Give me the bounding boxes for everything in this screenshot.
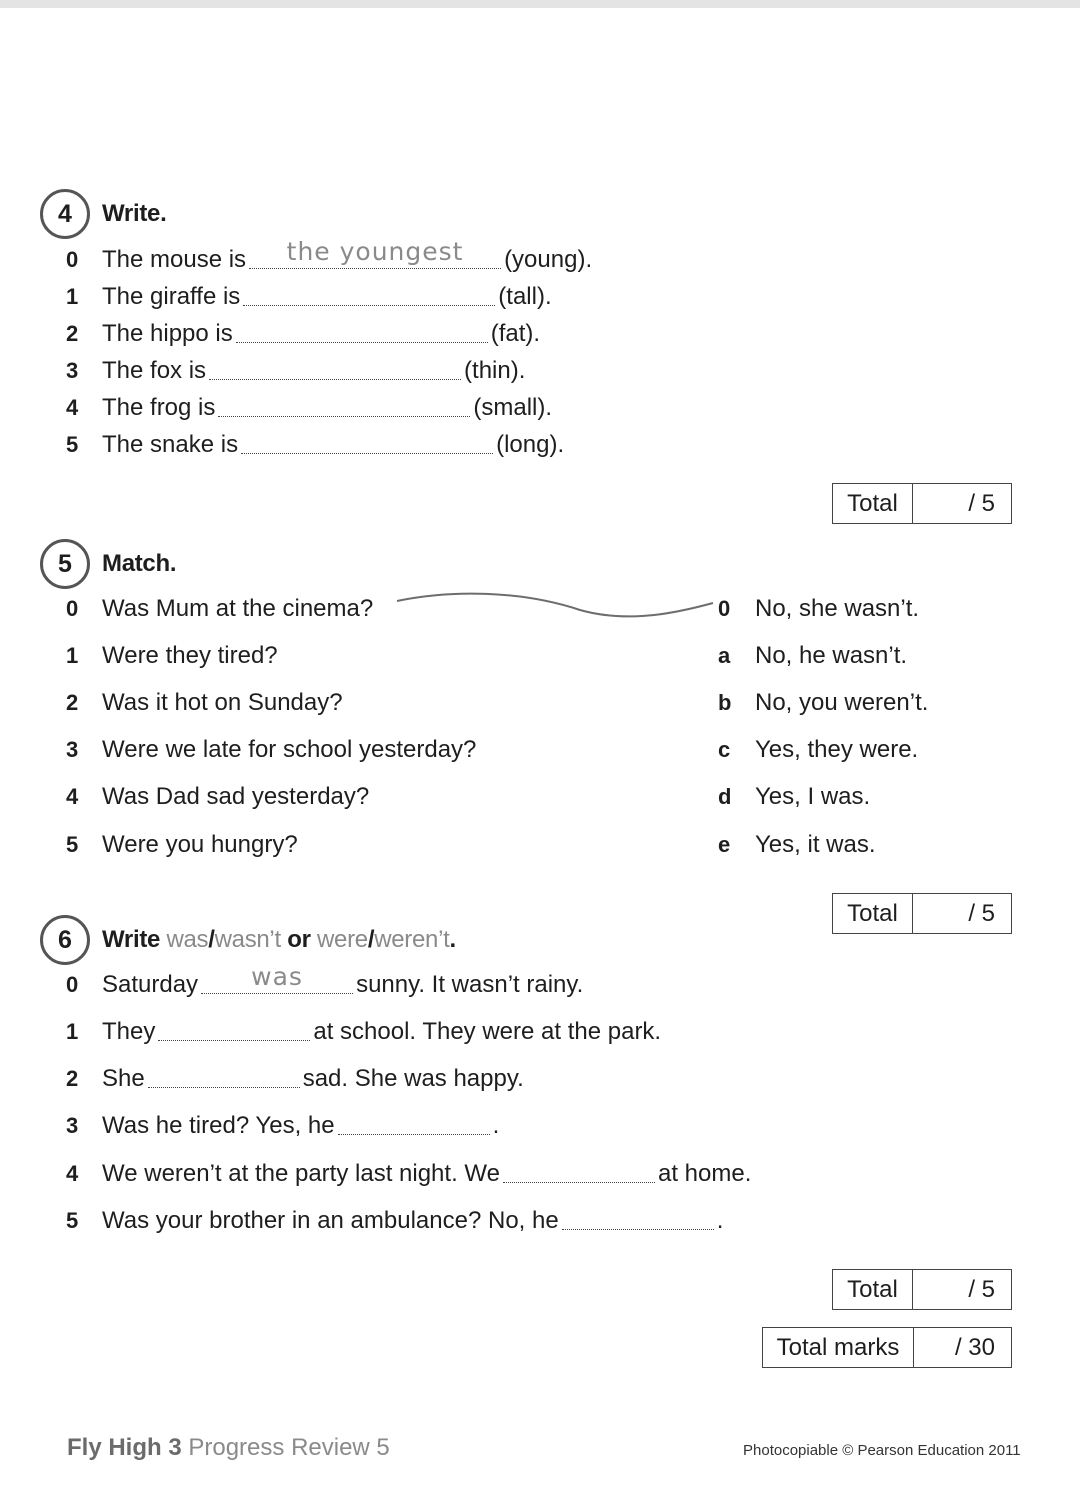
item-number: 4 (66, 395, 79, 420)
question-text: Was Dad sad yesterday? (102, 783, 370, 810)
item-number: 3 (66, 737, 79, 762)
answer-blank[interactable] (241, 434, 493, 454)
ex5-question (66, 595, 373, 623)
total-label: Total (833, 1270, 913, 1309)
answer-blank[interactable] (503, 1163, 655, 1183)
item-number: 5 (66, 832, 79, 857)
item-rest: . (492, 1112, 500, 1139)
item-hint: (tall). (498, 283, 552, 310)
answer-letter: b (718, 690, 732, 715)
ex5-question (66, 783, 369, 811)
total-label: Total (833, 484, 913, 523)
ex5-answer (718, 736, 918, 764)
item-hint: (small). (473, 394, 553, 421)
title-slash: / (208, 926, 215, 953)
total-label: Total (833, 894, 913, 933)
answer-text: No, you weren’t. (755, 689, 929, 716)
title-wasnt: wasn’t (214, 926, 281, 953)
item-rest: sad. She was happy. (302, 1065, 524, 1092)
ex5-question (66, 831, 298, 859)
item-hint: (fat). (490, 320, 541, 347)
exercise-6-header (40, 915, 456, 965)
exercise-title: Match. (102, 550, 177, 577)
answer-blank[interactable] (158, 1021, 310, 1041)
total-marks-box (762, 1327, 1012, 1368)
answer-blank[interactable] (249, 237, 501, 269)
title-write: Write (102, 926, 161, 953)
item-rest: . (716, 1207, 724, 1234)
handwritten-answer: was (251, 962, 303, 991)
total-score[interactable]: / 5 (968, 1275, 995, 1303)
answer-blank[interactable] (562, 1210, 714, 1230)
title-werent: weren’t (374, 926, 450, 953)
item-prompt: The mouse is (102, 246, 247, 273)
answer-text: Yes, I was. (755, 783, 871, 810)
ex5-answer (718, 831, 876, 859)
item-number: 2 (66, 690, 79, 715)
item-number: 0 (66, 247, 79, 272)
title-period: . (449, 926, 456, 953)
footer-brand: Fly High 3 (67, 1434, 182, 1461)
total-marks-label: Total marks (763, 1328, 914, 1367)
footer-subtitle: Progress Review 5 (188, 1434, 390, 1461)
item-rest: at school. They were at the park. (313, 1018, 662, 1045)
item-rest: sunny. It wasn’t rainy. (356, 971, 584, 998)
exercise-title (102, 926, 456, 954)
item-prompt: Was he tired? Yes, he (102, 1112, 335, 1139)
answer-text: No, she wasn’t. (755, 595, 920, 622)
item-prompt: They (102, 1018, 156, 1045)
ex5-question (66, 736, 476, 764)
item-rest: at home. (657, 1160, 752, 1187)
ex5-answer (718, 689, 928, 717)
ex6-total-box (832, 1269, 1012, 1310)
ex6-item (66, 962, 584, 999)
exercise-number-badge: 5 (40, 539, 90, 589)
item-number: 4 (66, 1161, 79, 1186)
ex5-total-box (832, 893, 1012, 934)
item-prompt: The fox is (102, 357, 207, 384)
answer-blank[interactable] (209, 360, 461, 380)
answer-letter: c (718, 737, 731, 762)
ex4-total-box (832, 483, 1012, 524)
exercise-4-header (40, 189, 166, 239)
total-marks-score[interactable]: / 30 (954, 1333, 995, 1361)
ex6-item (66, 1112, 499, 1140)
item-prompt: The frog is (102, 394, 216, 421)
answer-blank[interactable] (338, 1115, 490, 1135)
item-number: 3 (66, 1113, 79, 1138)
item-prompt: The giraffe is (102, 283, 241, 310)
item-number: 1 (66, 284, 79, 309)
exercise-5-header (40, 539, 176, 589)
ex4-item (66, 357, 525, 385)
answer-blank[interactable] (243, 286, 495, 306)
item-prompt: We weren’t at the party last night. We (102, 1160, 500, 1187)
item-number: 2 (66, 1066, 79, 1091)
question-text: Were we late for school yesterday? (102, 736, 477, 763)
footer-title (67, 1434, 390, 1462)
answer-text: Yes, it was. (755, 831, 876, 858)
answer-blank[interactable] (201, 962, 353, 994)
item-hint: (young). (504, 246, 593, 273)
item-number: 4 (66, 784, 79, 809)
item-hint: (long). (496, 431, 565, 458)
exercise-title: Write. (102, 200, 167, 227)
item-prompt: She (102, 1065, 145, 1092)
ex5-question (66, 689, 343, 717)
answer-blank[interactable] (236, 323, 488, 343)
item-prompt: Was your brother in an ambulance? No, he (102, 1207, 559, 1234)
ex4-item (66, 431, 564, 459)
item-number: 5 (66, 1208, 79, 1233)
answer-letter: e (718, 832, 731, 857)
title-was: was (166, 926, 209, 953)
title-were: were (317, 926, 368, 953)
question-text: Were they tired? (102, 642, 278, 669)
ex5-answer (718, 642, 907, 670)
ex6-item (66, 1065, 524, 1093)
exercise-number-badge: 4 (40, 189, 90, 239)
answer-letter: d (718, 784, 732, 809)
item-number: 3 (66, 358, 79, 383)
ex5-question (66, 642, 278, 670)
ex4-item (66, 394, 552, 422)
item-prompt: The snake is (102, 431, 239, 458)
footer-copyright: Photocopiable © Pearson Education 2011 (743, 1442, 1021, 1459)
ex6-item (66, 1018, 661, 1046)
item-number: 2 (66, 321, 79, 346)
handwritten-answer: the youngest (286, 237, 464, 266)
top-border (0, 0, 1080, 8)
answer-text: No, he wasn’t. (755, 642, 908, 669)
ex4-item (66, 283, 552, 311)
title-or: or (287, 926, 311, 953)
question-text: Was it hot on Sunday? (102, 689, 343, 716)
answer-letter: 0 (718, 596, 731, 621)
item-hint: (thin). (464, 357, 526, 384)
answer-blank[interactable] (148, 1068, 300, 1088)
question-text: Was Mum at the cinema? (102, 595, 374, 622)
ex6-item (66, 1160, 751, 1188)
total-score[interactable]: / 5 (968, 899, 995, 927)
ex4-item (66, 320, 540, 348)
item-prompt: The hippo is (102, 320, 233, 347)
ex4-item (66, 237, 593, 274)
item-number: 1 (66, 1019, 79, 1044)
answer-text: Yes, they were. (755, 736, 919, 763)
ex5-answer (718, 783, 870, 811)
item-number: 0 (66, 596, 79, 621)
item-number: 0 (66, 972, 79, 997)
title-slash: / (367, 926, 375, 953)
answer-letter: a (718, 643, 731, 668)
item-prompt: Saturday (102, 971, 199, 998)
item-number: 1 (66, 643, 79, 668)
answer-blank[interactable] (218, 397, 470, 417)
item-number: 5 (66, 432, 79, 457)
example-match-line (397, 594, 713, 617)
total-score[interactable]: / 5 (968, 489, 995, 517)
exercise-number-badge: 6 (40, 915, 90, 965)
question-text: Were you hungry? (102, 831, 298, 858)
ex6-item (66, 1207, 723, 1235)
ex5-answer (718, 595, 919, 623)
